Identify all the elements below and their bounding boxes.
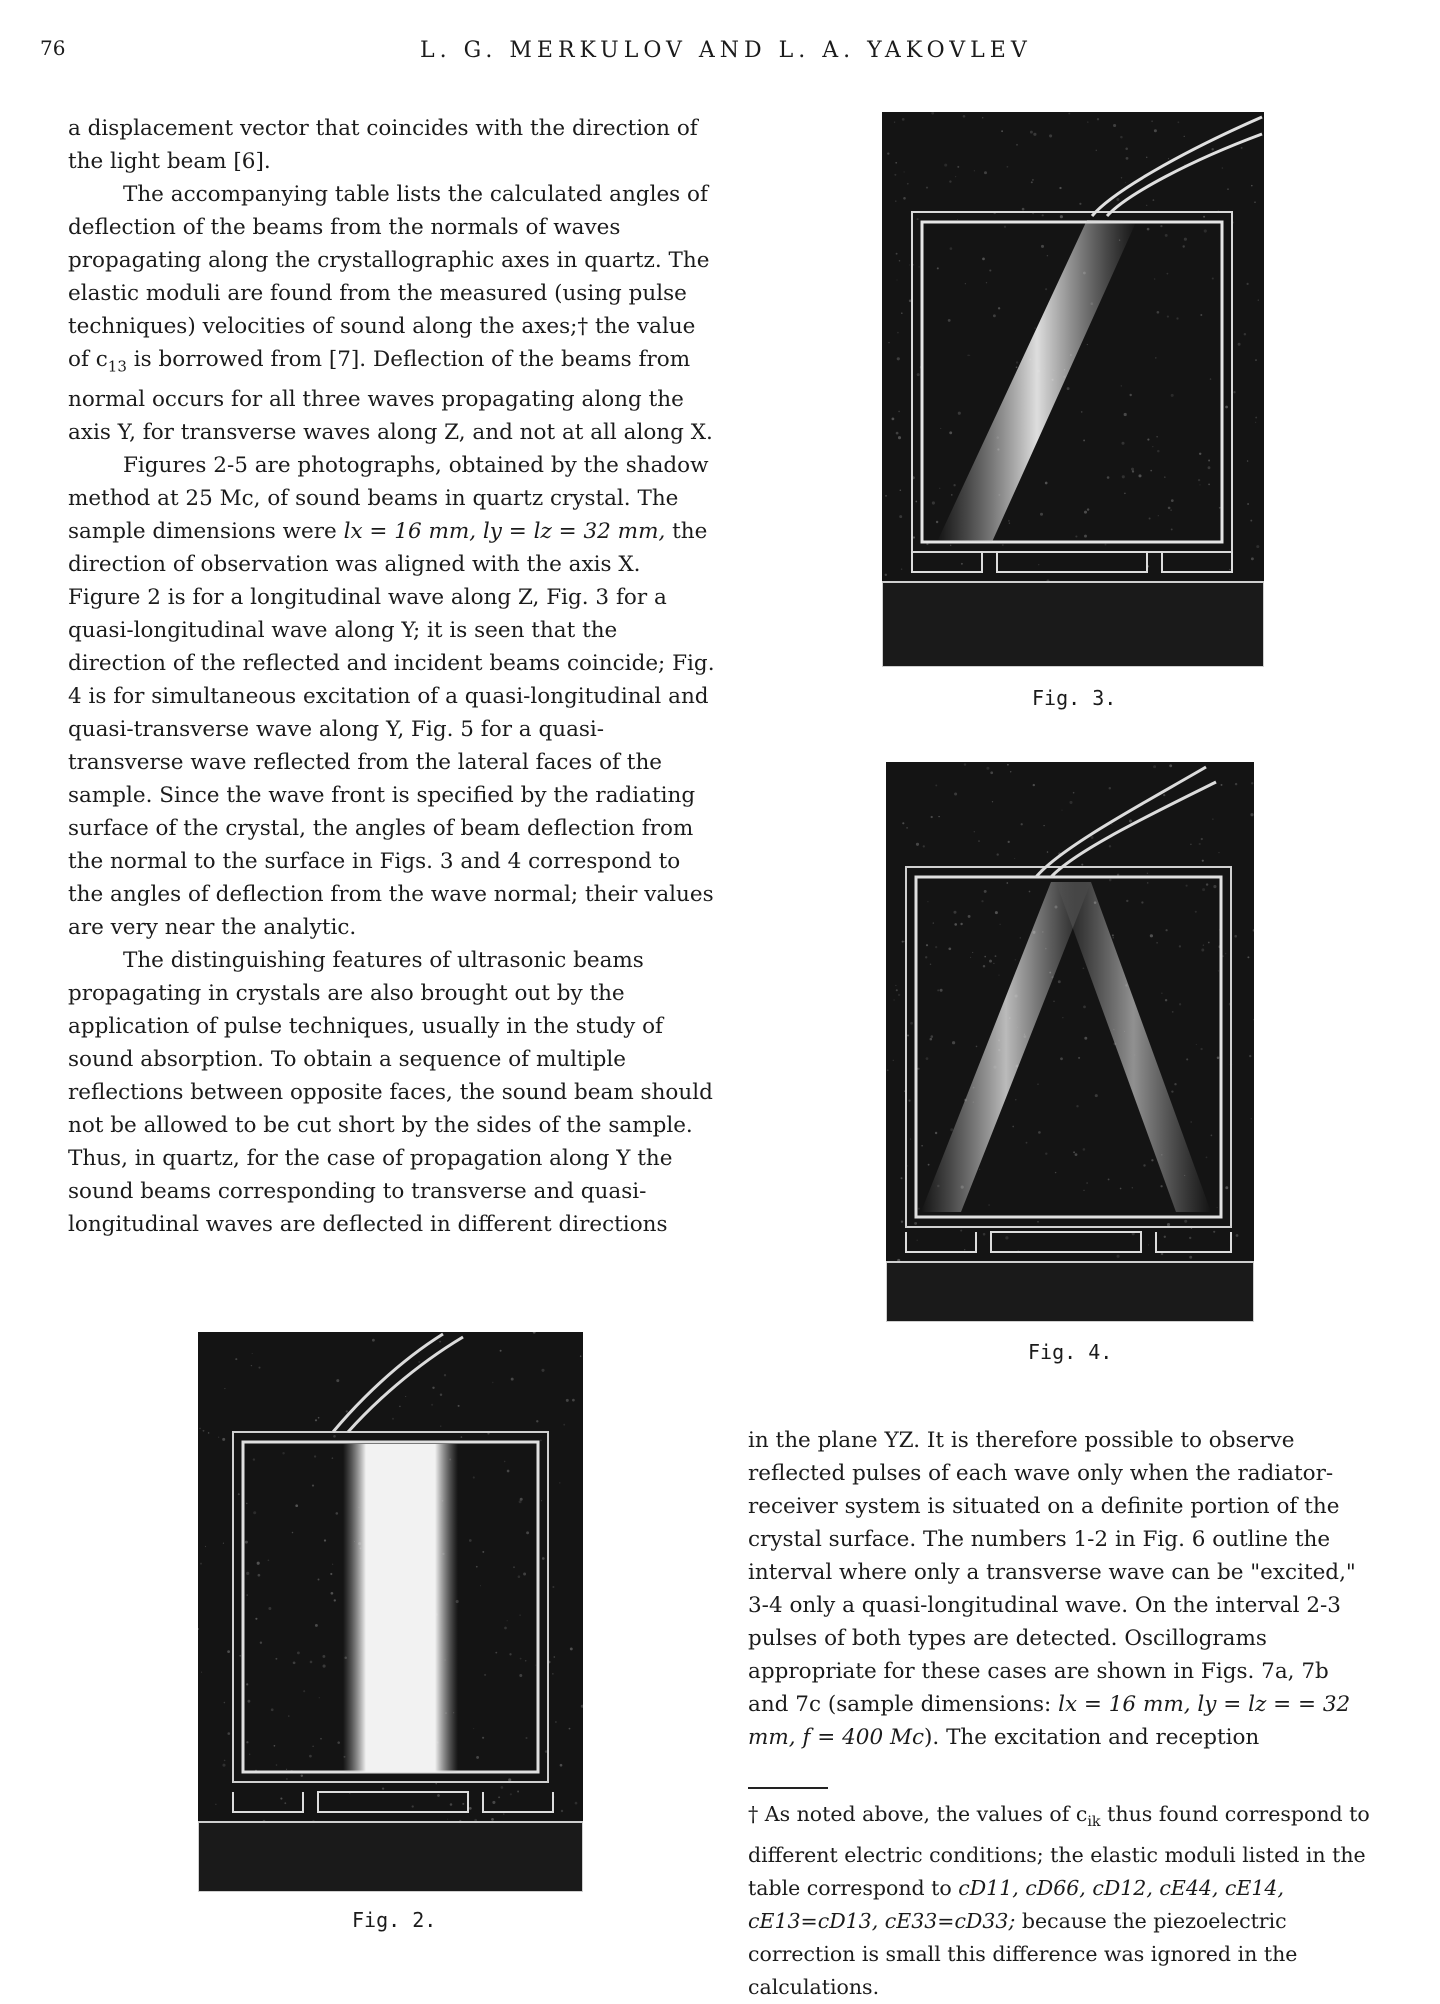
figure-4-caption: Fig. 4. — [1028, 1340, 1113, 1364]
sample-dimensions: lx = 16 mm, ly = lz = 32 mm, — [343, 519, 666, 545]
figure-2-photo — [198, 1332, 583, 1892]
left-column — [68, 112, 718, 1241]
right-paragraph-1: in the plane YZ. It is therefore possible to observe reflected pulses of each wave only when the radiator-receiver system is situated on a definite portion of the crystal surface. The numbers 1-2 in Fig. 6 outline the interval where only a transverse wave can be "excited," 3-4 only a quasi-longitudinal wave. On the interval 2-3 pulses of both types are detected. Oscillograms appropriate for these cases are shown in Figs. 7a, 7b and 7c (sample dimensions: lx = 16 mm, ly = lz = = 32 mm, f = 400 Mc). The excitation and reception — [748, 1428, 1356, 1750]
figure-4-photo — [886, 762, 1254, 1322]
oscillogram-dimensions: lx = 16 mm, ly = lz = = 32 mm, f = 400 Mc — [748, 1692, 1351, 1750]
figure-3-photo — [882, 112, 1264, 667]
figure-3-caption: Fig. 3. — [1032, 686, 1117, 710]
left-paragraph-2: The accompanying table lists the calculated angles of deflection of the beams from the normals of waves propagating along the crystallographic axes in quartz. The elastic moduli are found from the measured (using pulse techniques) velocities of sound along the axes;† the value of $c_{13}$ is borrowed from [7]. Deflection of the beams from normal occurs for all three waves propagating along the axis Y, for transverse waves along Z, and not at all along X. — [68, 182, 713, 446]
right-column — [748, 1424, 1368, 1754]
left-paragraph-1: a displacement vector that coincides with the direction of the light beam [6]. — [68, 116, 698, 174]
footnote-rule — [748, 1787, 828, 1789]
page-number: 76 — [40, 36, 66, 60]
footnote: † As noted above, the values of $c_{ik}$ thus found correspond to different electric conditions; the elastic moduli listed in the table correspond to cD11, cD66, cD12, cE44, cE14, cE13=cD13, cE33=cD33; because the piezoelectric correction is small this difference was ignored in the calculations. — [748, 1802, 1370, 2000]
moduli-list: cD11, cD66, cD12, cE44, cE14, cE13=cD13, cE33=cD33; — [748, 1876, 1284, 1934]
c13-subscript: 13 — [107, 357, 127, 376]
running-header: L. G. MERKULOV AND L. A. YAKOVLEV — [420, 38, 1032, 63]
left-paragraph-4: The distinguishing features of ultrasonic beams propagating in crystals are also brought out by the application of pulse techniques, usually in the study of sound absorption. To obtain a sequence of multiple reflections between opposite faces, the sound beam should not be allowed to be cut short by the sides of the sample. Thus, in quartz, for the case of propagation along Y the sound beams corresponding to transverse and quasi-longitudinal waves are deflected in different directions — [68, 948, 713, 1238]
left-paragraph-3: Figures 2-5 are photographs, obtained by the shadow method at 25 Mc, of sound beams in quartz crystal. The sample dimensions were lx = 16 mm, ly = lz = 32 mm, the direction of observation was aligned with the axis X. Figure 2 is for a longitudinal wave along Z, Fig. 3 for a quasi-longitudinal wave along Y; it is seen that the direction of the reflected and incident beams coincide; Fig. 4 is for simultaneous excitation of a quasi-longitudinal and quasi-transverse wave along Y, Fig. 5 for a quasi-transverse wave reflected from the lateral faces of the sample. Since the wave front is specified by the radiating surface of the crystal, the angles of beam deflection from the normal to the surface in Figs. 3 and 4 correspond to the angles of deflection from the wave normal; their values are very near the analytic. — [68, 453, 715, 941]
figure-2-caption: Fig. 2. — [352, 1908, 437, 1932]
cik-subscript: ik — [1087, 1814, 1101, 1831]
